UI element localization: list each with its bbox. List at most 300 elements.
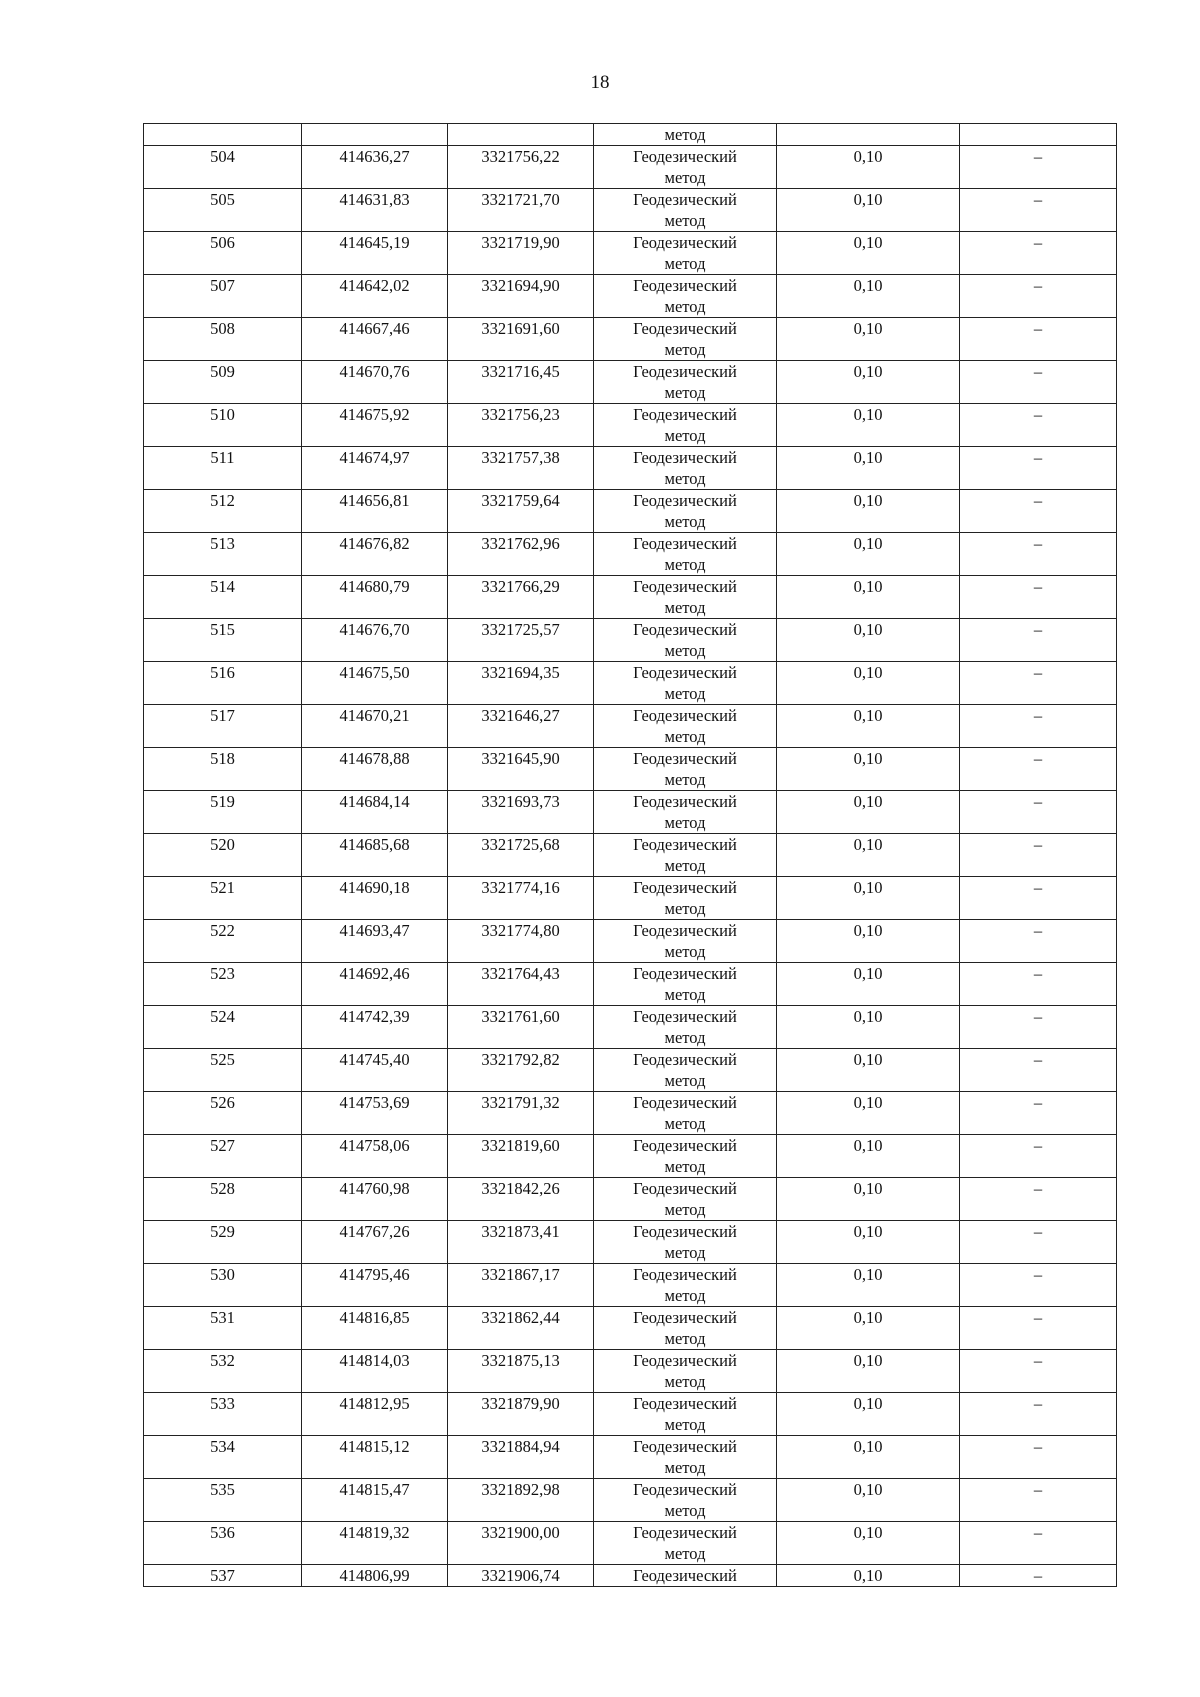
cell-method [594,1006,777,1049]
cell-point-number: 536 [144,1522,302,1565]
cell-x: 414815,47 [302,1479,448,1522]
cell-note: – [960,275,1117,318]
cell-x: 414806,99 [302,1565,448,1587]
table-row [144,1393,1117,1436]
cell-precision: 0,10 [777,1350,960,1393]
table-row [144,1479,1117,1522]
cell-note: – [960,1307,1117,1350]
cell-method [594,318,777,361]
cell-point-number: 527 [144,1135,302,1178]
method-line-2: метод [664,1415,706,1434]
cell-x: 414814,03 [302,1350,448,1393]
method-line-1: Геодезический [633,319,737,338]
method-line-1: Геодезический [633,448,737,467]
cell-point-number: 525 [144,1049,302,1092]
cell-y: 3321900,00 [448,1522,594,1565]
table-row-continuation [144,124,1117,146]
cell-note: – [960,318,1117,361]
cell-method [594,189,777,232]
cell-note: – [960,490,1117,533]
cell-y: 3321774,16 [448,877,594,920]
method-line-1: Геодезический [633,620,737,639]
method-line-2: метод [664,383,706,402]
method-line-1: Геодезический [633,1265,737,1284]
cell-y: 3321764,43 [448,963,594,1006]
cell-note: – [960,1221,1117,1264]
cell-note: – [960,1006,1117,1049]
table-row [144,404,1117,447]
cell-note: – [960,1178,1117,1221]
table-body [144,124,1117,1587]
cell-x: 414670,76 [302,361,448,404]
cell-point-number [144,124,302,146]
cell-precision: 0,10 [777,1436,960,1479]
table-row [144,791,1117,834]
cell-method [594,404,777,447]
cell-x: 414674,97 [302,447,448,490]
cell-y: 3321725,57 [448,619,594,662]
cell-x: 414767,26 [302,1221,448,1264]
cell-y: 3321691,60 [448,318,594,361]
table-row [144,834,1117,877]
cell-x: 414753,69 [302,1092,448,1135]
cell-precision: 0,10 [777,1135,960,1178]
method-line-2: метод [664,856,706,875]
cell-method [594,1178,777,1221]
cell-x: 414742,39 [302,1006,448,1049]
method-line-1: Геодезический [633,233,737,252]
method-line-1: Геодезический [633,405,737,424]
table-row [144,662,1117,705]
cell-x: 414760,98 [302,1178,448,1221]
table-row [144,619,1117,662]
cell-method [594,1221,777,1264]
cell-point-number: 519 [144,791,302,834]
cell-precision: 0,10 [777,447,960,490]
cell-point-number: 518 [144,748,302,791]
cell-y: 3321819,60 [448,1135,594,1178]
table-row [144,1436,1117,1479]
method-line-2: метод [664,985,706,1004]
method-line-1: Геодезический [633,706,737,725]
table-row [144,1006,1117,1049]
method-line-1: Геодезический [633,1050,737,1069]
method-line-1: Геодезический [633,921,737,940]
cell-y: 3321862,44 [448,1307,594,1350]
cell-note: – [960,146,1117,189]
cell-method [594,619,777,662]
cell-method [594,1393,777,1436]
cell-precision: 0,10 [777,576,960,619]
cell-point-number: 513 [144,533,302,576]
cell-method [594,963,777,1006]
cell-point-number: 529 [144,1221,302,1264]
cell-y: 3321725,68 [448,834,594,877]
table-row [144,232,1117,275]
table-row [144,1264,1117,1307]
cell-y: 3321693,73 [448,791,594,834]
table-row [144,748,1117,791]
method-line-1: Геодезический [633,1437,737,1456]
cell-precision: 0,10 [777,404,960,447]
cell-precision: 0,10 [777,275,960,318]
cell-point-number: 537 [144,1565,302,1587]
cell-x: 414656,81 [302,490,448,533]
cell-point-number: 532 [144,1350,302,1393]
method-line-2: метод [664,426,706,445]
cell-x: 414745,40 [302,1049,448,1092]
cell-point-number: 524 [144,1006,302,1049]
cell-method: метод [594,124,777,146]
cell-y: 3321791,32 [448,1092,594,1135]
method-line-2: метод [664,1157,706,1176]
cell-point-number: 517 [144,705,302,748]
cell-method [594,1092,777,1135]
cell-precision: 0,10 [777,1393,960,1436]
cell-x: 414812,95 [302,1393,448,1436]
cell-point-number: 511 [144,447,302,490]
cell-note: – [960,1565,1117,1587]
cell-method [594,1350,777,1393]
cell-point-number: 528 [144,1178,302,1221]
method-line-1: Геодезический [633,190,737,209]
cell-precision: 0,10 [777,1479,960,1522]
cell-y: 3321892,98 [448,1479,594,1522]
cell-y [448,124,594,146]
cell-precision: 0,10 [777,1178,960,1221]
cell-point-number: 512 [144,490,302,533]
cell-y: 3321762,96 [448,533,594,576]
table-row [144,1135,1117,1178]
cell-x: 414758,06 [302,1135,448,1178]
cell-x [302,124,448,146]
table-row [144,447,1117,490]
method-line-1: Геодезический [633,1222,737,1241]
page-number: 18 [590,72,610,93]
cell-x: 414642,02 [302,275,448,318]
cell-x: 414645,19 [302,232,448,275]
cell-x: 414816,85 [302,1307,448,1350]
cell-note: – [960,662,1117,705]
cell-note: – [960,963,1117,1006]
cell-point-number: 510 [144,404,302,447]
cell-precision: 0,10 [777,1522,960,1565]
cell-method [594,490,777,533]
cell-precision: 0,10 [777,963,960,1006]
cell-note: – [960,189,1117,232]
method-line-1: Геодезический [633,491,737,510]
method-line-1: Геодезический [633,878,737,897]
cell-y: 3321756,22 [448,146,594,189]
cell-method: Геодезический [594,1565,777,1587]
cell-note: – [960,1393,1117,1436]
method-line-1: Геодезический [633,663,737,682]
cell-point-number: 535 [144,1479,302,1522]
cell-x: 414685,68 [302,834,448,877]
table-row [144,189,1117,232]
cell-x: 414676,82 [302,533,448,576]
cell-precision: 0,10 [777,619,960,662]
cell-note: – [960,1135,1117,1178]
cell-method [594,1264,777,1307]
cell-precision: 0,10 [777,318,960,361]
method-line-1: Геодезический [633,835,737,854]
method-line-2: метод [664,1372,706,1391]
cell-y: 3321756,23 [448,404,594,447]
cell-point-number: 507 [144,275,302,318]
cell-method [594,1135,777,1178]
method-line-2: метод [664,254,706,273]
cell-method [594,705,777,748]
method-line-2: метод [664,1114,706,1133]
cell-y: 3321906,74 [448,1565,594,1587]
cell-method [594,1479,777,1522]
cell-x: 414676,70 [302,619,448,662]
cell-x: 414631,83 [302,189,448,232]
cell-note: – [960,1479,1117,1522]
cell-method [594,232,777,275]
method-line-1: Геодезический [633,964,737,983]
cell-y: 3321645,90 [448,748,594,791]
cell-point-number: 520 [144,834,302,877]
cell-method [594,920,777,963]
cell-note: – [960,404,1117,447]
cell-y: 3321646,27 [448,705,594,748]
table-row [144,1092,1117,1135]
cell-x: 414675,92 [302,404,448,447]
cell-y: 3321761,60 [448,1006,594,1049]
table-row [144,920,1117,963]
cell-note: – [960,791,1117,834]
cell-x: 414815,12 [302,1436,448,1479]
cell-method [594,1522,777,1565]
method-line-2: метод [664,1200,706,1219]
cell-x: 414684,14 [302,791,448,834]
cell-precision [777,124,960,146]
method-line-1: Геодезический [633,534,737,553]
cell-point-number: 508 [144,318,302,361]
method-line-2: метод [664,942,706,961]
cell-point-number: 509 [144,361,302,404]
cell-y: 3321774,80 [448,920,594,963]
cell-precision: 0,10 [777,791,960,834]
cell-point-number: 533 [144,1393,302,1436]
cell-point-number: 531 [144,1307,302,1350]
cell-note: – [960,533,1117,576]
cell-y: 3321766,29 [448,576,594,619]
method-line-1: Геодезический [633,1308,737,1327]
cell-precision: 0,10 [777,533,960,576]
method-line-2: метод [664,512,706,531]
cell-x: 414690,18 [302,877,448,920]
cell-precision: 0,10 [777,877,960,920]
table-row [144,361,1117,404]
cell-point-number: 521 [144,877,302,920]
cell-note: – [960,576,1117,619]
cell-note: – [960,1522,1117,1565]
cell-precision: 0,10 [777,705,960,748]
cell-precision: 0,10 [777,1006,960,1049]
cell-x: 414819,32 [302,1522,448,1565]
cell-y: 3321716,45 [448,361,594,404]
cell-precision: 0,10 [777,748,960,791]
cell-y: 3321879,90 [448,1393,594,1436]
cell-x: 414675,50 [302,662,448,705]
cell-precision: 0,10 [777,146,960,189]
cell-precision: 0,10 [777,189,960,232]
cell-point-number: 522 [144,920,302,963]
cell-method [594,1436,777,1479]
method-line-1: Геодезический [633,1523,737,1542]
table-row-last [144,1565,1117,1587]
table-row [144,1049,1117,1092]
cell-point-number: 534 [144,1436,302,1479]
table-row [144,275,1117,318]
method-line-1: Геодезический [633,1480,737,1499]
cell-y: 3321842,26 [448,1178,594,1221]
method-line-2: метод [664,1501,706,1520]
cell-precision: 0,10 [777,1264,960,1307]
cell-point-number: 505 [144,189,302,232]
cell-y: 3321875,13 [448,1350,594,1393]
cell-method [594,662,777,705]
cell-y: 3321884,94 [448,1436,594,1479]
cell-y: 3321759,64 [448,490,594,533]
method-line-2: метод [664,727,706,746]
table-row [144,1221,1117,1264]
cell-method [594,447,777,490]
method-line-2: метод [664,770,706,789]
cell-y: 3321694,90 [448,275,594,318]
cell-note: – [960,834,1117,877]
method-line-2: метод [664,1243,706,1262]
cell-method [594,361,777,404]
method-line-2: метод [664,684,706,703]
cell-precision: 0,10 [777,1049,960,1092]
cell-method [594,877,777,920]
table-row [144,1350,1117,1393]
table-row [144,318,1117,361]
method-line-2: метод [664,1071,706,1090]
cell-note [960,124,1117,146]
cell-y: 3321721,70 [448,189,594,232]
cell-point-number: 523 [144,963,302,1006]
cell-point-number: 515 [144,619,302,662]
cell-y: 3321757,38 [448,447,594,490]
table-row [144,1522,1117,1565]
cell-note: – [960,1264,1117,1307]
method-line-1: Геодезический [633,1394,737,1413]
cell-x: 414667,46 [302,318,448,361]
table-row [144,963,1117,1006]
cell-note: – [960,619,1117,662]
cell-note: – [960,1350,1117,1393]
method-line-1: Геодезический [633,1093,737,1112]
method-line-2: метод [664,899,706,918]
cell-method [594,834,777,877]
cell-y: 3321873,41 [448,1221,594,1264]
cell-note: – [960,1092,1117,1135]
method-line-1: Геодезический [633,147,737,166]
cell-precision: 0,10 [777,1565,960,1587]
table-row [144,146,1117,189]
cell-x: 414693,47 [302,920,448,963]
method-line-2: метод [664,1286,706,1305]
cell-note: – [960,1049,1117,1092]
method-line-2: метод [664,340,706,359]
cell-point-number: 506 [144,232,302,275]
table-row [144,533,1117,576]
method-line-1: Геодезический [633,792,737,811]
cell-precision: 0,10 [777,232,960,275]
method-line-1: Геодезический [633,1136,737,1155]
method-line-2: метод [664,1544,706,1563]
method-line-1: Геодезический [633,577,737,596]
cell-point-number: 504 [144,146,302,189]
cell-note: – [960,361,1117,404]
table-row [144,1178,1117,1221]
cell-point-number: 526 [144,1092,302,1135]
method-line-2: метод [664,1329,706,1348]
cell-precision: 0,10 [777,1092,960,1135]
method-line-1: Геодезический [633,1351,737,1370]
cell-precision: 0,10 [777,490,960,533]
method-line-1: Геодезический [633,276,737,295]
cell-method [594,748,777,791]
method-line-2: метод [664,641,706,660]
cell-note: – [960,748,1117,791]
cell-method [594,146,777,189]
method-line-1: Геодезический [633,362,737,381]
cell-note: – [960,447,1117,490]
cell-point-number: 516 [144,662,302,705]
table-row [144,490,1117,533]
cell-precision: 0,10 [777,834,960,877]
cell-note: – [960,1436,1117,1479]
cell-method [594,1049,777,1092]
cell-y: 3321694,35 [448,662,594,705]
table-row [144,576,1117,619]
cell-note: – [960,232,1117,275]
method-line-2: метод [664,469,706,488]
method-line-2: метод [664,813,706,832]
method-line-2: метод [664,211,706,230]
cell-y: 3321792,82 [448,1049,594,1092]
cell-point-number: 514 [144,576,302,619]
cell-note: – [960,920,1117,963]
table-row [144,705,1117,748]
cell-x: 414670,21 [302,705,448,748]
cell-method [594,533,777,576]
method-line-2: метод [664,1028,706,1047]
cell-method [594,576,777,619]
method-line-2: метод [664,168,706,187]
method-line-2: метод [664,1458,706,1477]
cell-point-number: 530 [144,1264,302,1307]
cell-x: 414692,46 [302,963,448,1006]
method-line-2: метод [664,555,706,574]
cell-method [594,791,777,834]
cell-y: 3321719,90 [448,232,594,275]
cell-method [594,275,777,318]
cell-x: 414678,88 [302,748,448,791]
method-line-1: Геодезический [633,749,737,768]
method-line-2: метод [664,297,706,316]
table-row [144,1307,1117,1350]
method-line-2: метод [664,598,706,617]
cell-x: 414795,46 [302,1264,448,1307]
cell-note: – [960,705,1117,748]
